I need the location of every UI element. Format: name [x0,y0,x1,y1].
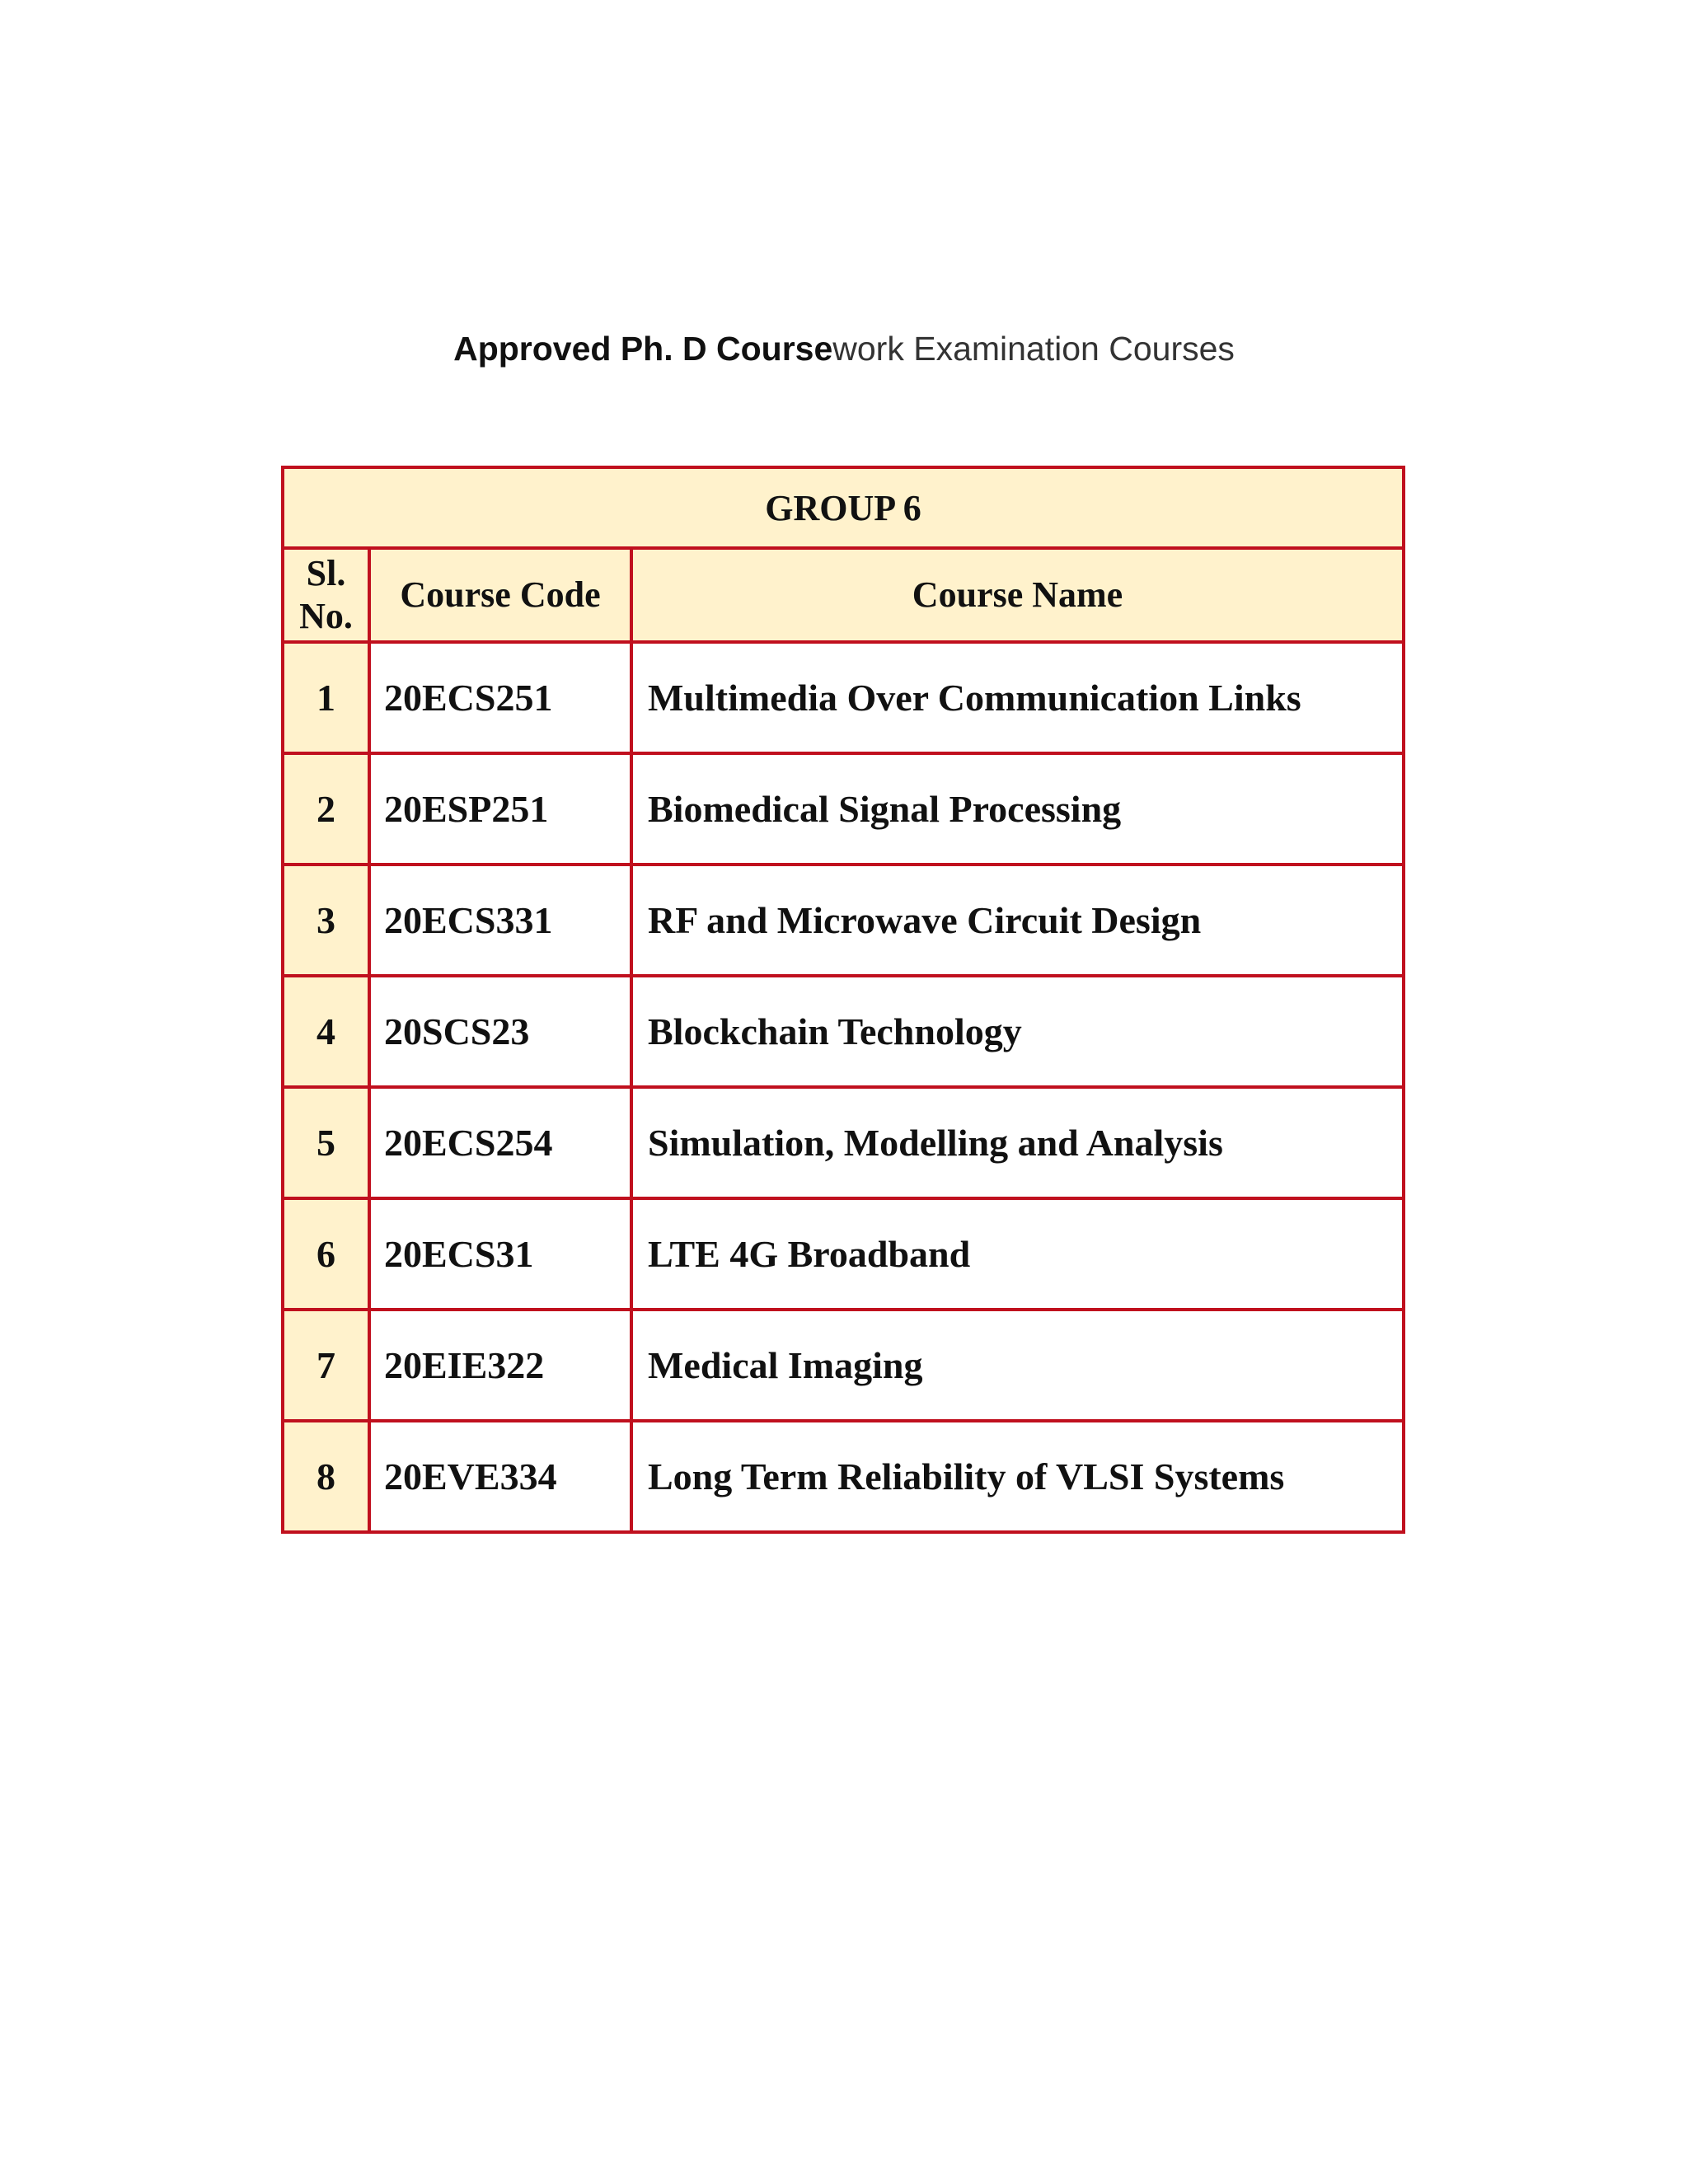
page-title-bold: Approved Ph. D Course [453,330,833,368]
course-name-cell: Simulation, Modelling and Analysis [631,1087,1404,1198]
course-code-cell: 20EIE322 [369,1310,631,1421]
sl-no-cell: 7 [283,1310,369,1421]
sl-no-cell: 1 [283,642,369,753]
header-row [283,548,1404,642]
table-row [283,1087,1404,1198]
sl-no-cell: 5 [283,1087,369,1198]
course-code-cell: 20ECS31 [369,1198,631,1310]
course-code-cell: 20SCS23 [369,976,631,1087]
course-code-cell: 20EVE334 [369,1421,631,1532]
course-name-cell: LTE 4G Broadband [631,1198,1404,1310]
course-name-cell: Biomedical Signal Processing [631,753,1404,865]
header-course-name: Course Name [631,548,1404,642]
course-code-cell: 20ECS254 [369,1087,631,1198]
header-sl-no: Sl. No. [283,548,369,642]
table-row [283,865,1404,976]
group-row [283,467,1404,548]
sl-no-cell: 6 [283,1198,369,1310]
course-name-cell: Blockchain Technology [631,976,1404,1087]
course-name-cell: Long Term Reliability of VLSI Systems [631,1421,1404,1532]
courses-table [281,466,1405,1534]
sl-no-cell: 8 [283,1421,369,1532]
table-row [283,1421,1404,1532]
course-code-cell: 20ECS331 [369,865,631,976]
course-code-cell: 20ECS251 [369,642,631,753]
sl-no-cell: 4 [283,976,369,1087]
course-name-cell: Medical Imaging [631,1310,1404,1421]
course-code-cell: 20ESP251 [369,753,631,865]
table-row [283,976,1404,1087]
table-row [283,1198,1404,1310]
sl-no-cell: 3 [283,865,369,976]
page-title [0,330,1688,368]
table-row [283,1310,1404,1421]
sl-no-cell: 2 [283,753,369,865]
course-name-cell: RF and Microwave Circuit Design [631,865,1404,976]
page-title-light: work Examination Courses [832,330,1235,368]
table-row [283,753,1404,865]
group-title: GROUP 6 [283,467,1404,548]
header-course-code: Course Code [369,548,631,642]
course-name-cell: Multimedia Over Communication Links [631,642,1404,753]
table-row [283,642,1404,753]
